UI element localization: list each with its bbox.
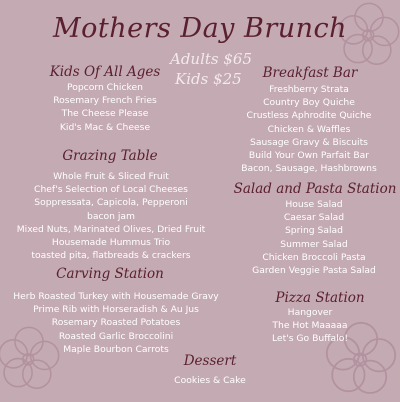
menu-item: Popcorn Chicken [66, 82, 143, 93]
menu-item: The Cheese Please [61, 108, 149, 120]
menu-item: Chef's Selection of Local Cheeses [34, 184, 188, 196]
section-heading-kids: Kids Of All Ages [49, 64, 161, 80]
menu-item: Maple Bourbon Carrots [63, 343, 169, 355]
menu-item: Cookies & Cake [174, 375, 246, 386]
section-heading-dessert: Dessert [183, 353, 237, 369]
menu-item: Whole Fruit & Sliced Fruit [53, 171, 169, 182]
menu-item: toasted pita, flatbreads & crackers [31, 250, 191, 262]
menu-item: Sausage Gravy & Biscuits [250, 136, 368, 148]
section-list-salad [240, 198, 388, 277]
section-list-carving [4, 290, 228, 356]
section-heading-carving: Carving Station [56, 266, 164, 282]
menu-item: Chicken Broccoli Pasta [262, 251, 366, 263]
menu-item: Crustless Aphrodite Quiche [246, 110, 372, 122]
menu-item: Bacon, Sausage, Hashbrowns [241, 163, 377, 175]
menu-item: Prime Rib with Horseradish & Au Jus [33, 304, 199, 316]
section-list-kids [15, 81, 195, 134]
menu-item: Rosemary Roasted Potatoes [51, 317, 181, 329]
menu-item: Country Boy Quiche [263, 97, 355, 109]
menu-item: Roasted Garlic Broccolini [58, 330, 174, 342]
menu-item: Hangover [287, 307, 333, 318]
menu-item: Kid's Mac & Cheese [59, 121, 151, 133]
section-list-grazing [2, 170, 220, 262]
menu-item: Rosemary French Fries [53, 95, 157, 107]
menu-item: Garden Veggie Pasta Salad [252, 265, 376, 277]
menu-item: Caesar Salad [283, 212, 345, 224]
menu-item: Soppressata, Capicola, Pepperoni [34, 197, 188, 209]
section-list-pizza [255, 306, 365, 346]
price-adults: Adults $65 [170, 50, 253, 68]
menu-item: Build Your Own Parfait Bar [248, 150, 370, 162]
menu-item: House Salad [285, 199, 343, 210]
menu-item: Herb Roasted Turkey with Housemade Gravy [13, 291, 219, 302]
section-list-dessert [150, 374, 270, 387]
section-list-breakfast [226, 83, 392, 175]
menu-item: The Hot Maaaaa [272, 320, 348, 332]
menu-item: Chicken & Waffles [267, 123, 351, 135]
section-heading-pizza: Pizza Station [275, 290, 365, 306]
menu-item: bacon jam [86, 210, 135, 222]
menu-item: Housemade Hummus Trio [51, 237, 171, 249]
menu-item: Let's Go Buffalo! [271, 333, 349, 345]
menu-item: Mixed Nuts, Marinated Olives, Dried Fruit [16, 223, 206, 235]
section-heading-breakfast: Breakfast Bar [262, 65, 358, 81]
menu-item: Freshberry Strata [269, 84, 349, 95]
section-heading-grazing: Grazing Table [62, 148, 158, 164]
menu-item: Summer Salad [280, 238, 348, 250]
menu-item: Spring Salad [284, 225, 344, 237]
price-kids: Kids $25 [175, 70, 242, 88]
section-heading-salad: Salad and Pasta Station [233, 181, 397, 197]
page-title: Mothers Day Brunch [52, 13, 348, 44]
